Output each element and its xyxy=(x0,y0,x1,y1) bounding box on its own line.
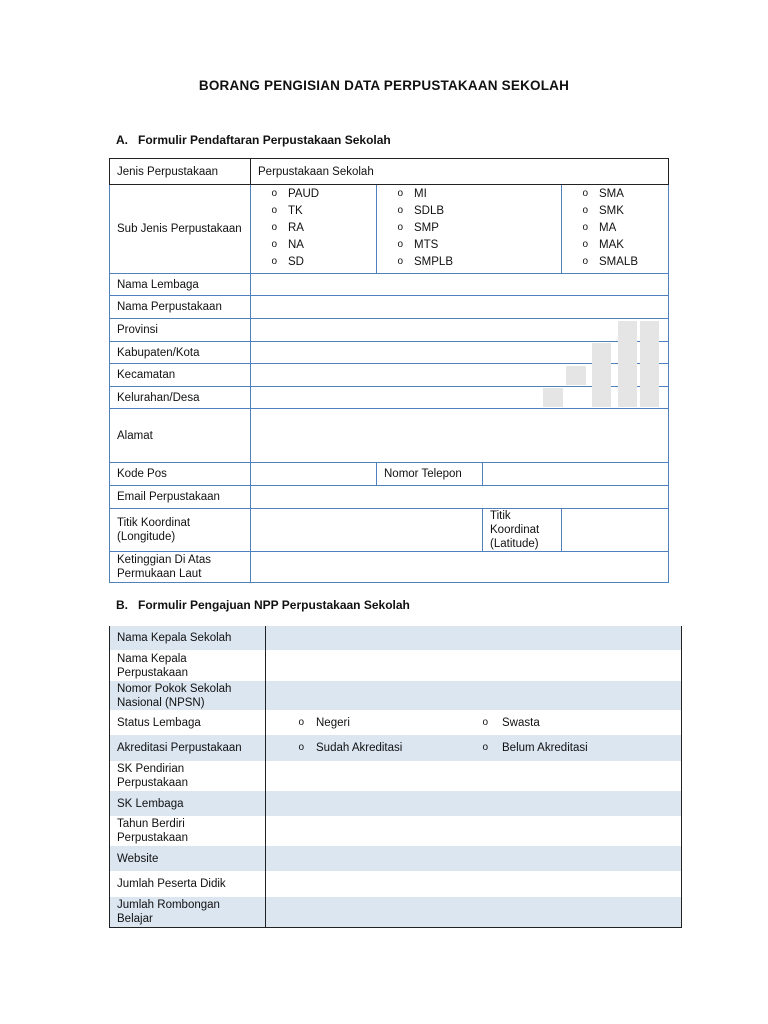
label-kelurahan: Kelurahan/Desa xyxy=(110,387,251,409)
radio-bullet: o xyxy=(397,205,403,217)
input-alamat[interactable] xyxy=(251,409,669,463)
input-peserta-didik[interactable] xyxy=(266,871,682,897)
label-status-lembaga: Status Lembaga xyxy=(110,710,266,735)
input-sk-pendirian[interactable] xyxy=(266,761,682,791)
gray-block xyxy=(640,321,659,407)
label-npsn: Nomor Pokok Sekolah Nasional (NPSN) xyxy=(110,681,266,710)
label-nama-lembaga: Nama Lembaga xyxy=(110,274,251,296)
radio-bullet: o xyxy=(397,255,403,267)
npp-form-table xyxy=(109,626,682,928)
option-smplb[interactable]: o SMPLB xyxy=(377,253,561,270)
input-nama-perpustakaan[interactable] xyxy=(251,296,669,319)
radio-bullet: o xyxy=(397,238,403,250)
option-sma[interactable]: o SMA xyxy=(562,186,668,203)
option-sd[interactable]: o SD xyxy=(251,253,376,270)
label-kode-pos: Kode Pos xyxy=(110,463,251,486)
page-title: BORANG PENGISIAN DATA PERPUSTAKAAN SEKOLAH xyxy=(198,78,570,93)
label-email: Email Perpustakaan xyxy=(110,486,251,509)
input-nama-lembaga[interactable] xyxy=(251,274,669,296)
label-sk-pendirian: SK Pendirian Perpustakaan xyxy=(110,761,266,791)
section-a-number: A. xyxy=(116,133,128,147)
option-smp[interactable]: o SMP xyxy=(377,220,561,237)
gray-block xyxy=(566,366,586,385)
label-website: Website xyxy=(110,846,266,871)
input-latitude[interactable] xyxy=(562,509,669,552)
label-peserta-didik: Jumlah Peserta Didik xyxy=(110,871,266,897)
option-negeri[interactable]: Negeri xyxy=(316,716,350,729)
label-akreditasi: Akreditasi Perpustakaan xyxy=(110,735,266,761)
radio-bullet[interactable]: o xyxy=(482,742,488,753)
label-jenis-perpustakaan: Jenis Perpustakaan xyxy=(110,159,251,185)
section-b-heading xyxy=(116,598,410,612)
option-ra[interactable]: o RA xyxy=(251,220,376,237)
input-email[interactable] xyxy=(251,486,669,509)
input-kode-pos[interactable] xyxy=(251,463,377,486)
radio-bullet: o xyxy=(271,221,277,233)
input-provinsi[interactable] xyxy=(251,319,669,342)
value-jenis-perpustakaan: Perpustakaan Sekolah xyxy=(251,159,669,185)
section-b-number: B. xyxy=(116,598,128,612)
input-nomor-telepon[interactable] xyxy=(483,463,669,486)
input-kepala-sekolah[interactable] xyxy=(266,626,682,650)
radio-bullet: o xyxy=(582,205,588,217)
option-mi[interactable]: o MI xyxy=(377,186,561,203)
radio-bullet: o xyxy=(397,188,403,200)
input-longitude[interactable] xyxy=(251,509,483,552)
input-rombongan-belajar[interactable] xyxy=(266,897,682,927)
label-kecamatan: Kecamatan xyxy=(110,364,251,387)
radio-bullet: o xyxy=(271,255,277,267)
radio-bullet: o xyxy=(271,238,277,250)
radio-bullet: o xyxy=(582,221,588,233)
option-ma[interactable]: o MA xyxy=(562,220,668,237)
option-belum-akreditasi[interactable]: Belum Akreditasi xyxy=(502,742,588,754)
label-sub-jenis: Sub Jenis Perpustakaan xyxy=(110,185,251,274)
option-swasta[interactable]: Swasta xyxy=(502,716,540,729)
label-kepala-sekolah: Nama Kepala Sekolah xyxy=(110,626,266,650)
gray-block xyxy=(543,388,563,407)
sub-jenis-group-2 xyxy=(377,185,562,274)
radio-bullet: o xyxy=(397,221,403,233)
sub-jenis-group-3 xyxy=(562,185,669,274)
gray-block xyxy=(592,343,611,407)
input-sk-lembaga[interactable] xyxy=(266,791,682,816)
input-npsn[interactable] xyxy=(266,681,682,710)
label-nomor-telepon: Nomor Telepon xyxy=(377,463,483,486)
radio-bullet: o xyxy=(271,188,277,200)
label-nama-perpustakaan: Nama Perpustakaan xyxy=(110,296,251,319)
section-a-title: Formulir Pendaftaran Perpustakaan Sekolah xyxy=(138,133,391,147)
label-tahun-berdiri: Tahun Berdiri Perpustakaan xyxy=(110,816,266,846)
option-paud[interactable]: o PAUD xyxy=(251,186,376,203)
radio-bullet[interactable]: o xyxy=(298,742,304,753)
label-alamat: Alamat xyxy=(110,409,251,463)
radio-bullet[interactable]: o xyxy=(298,716,304,728)
input-website[interactable] xyxy=(266,846,682,871)
label-longitude: Titik Koordinat (Longitude) xyxy=(110,509,251,552)
radio-bullet: o xyxy=(582,255,588,267)
radio-bullet: o xyxy=(271,205,277,217)
input-ketinggian[interactable] xyxy=(251,552,669,583)
radio-bullet: o xyxy=(582,188,588,200)
option-mts[interactable]: o MTS xyxy=(377,236,561,253)
option-sudah-akreditasi[interactable]: Sudah Akreditasi xyxy=(316,742,403,754)
section-a-heading xyxy=(116,133,391,147)
label-rombongan-belajar: Jumlah Rombongan Belajar xyxy=(110,897,266,927)
label-sk-lembaga: SK Lembaga xyxy=(110,791,266,816)
label-provinsi: Provinsi xyxy=(110,319,251,342)
sub-jenis-group-1 xyxy=(251,185,377,274)
option-na[interactable]: o NA xyxy=(251,236,376,253)
radio-bullet: o xyxy=(582,238,588,250)
label-ketinggian: Ketinggian Di Atas Permukaan Laut xyxy=(110,552,251,583)
status-lembaga-options xyxy=(266,710,682,735)
label-latitude: Titik Koordinat (Latitude) xyxy=(483,509,562,552)
input-kepala-perpustakaan[interactable] xyxy=(266,650,682,681)
gray-block xyxy=(618,321,637,407)
section-b-title: Formulir Pengajuan NPP Perpustakaan Sekolah xyxy=(138,598,410,612)
option-mak[interactable]: o MAK xyxy=(562,236,668,253)
radio-bullet[interactable]: o xyxy=(482,716,488,728)
option-tk[interactable]: o TK xyxy=(251,203,376,220)
akreditasi-options xyxy=(266,735,682,761)
option-smalb[interactable]: o SMALB xyxy=(562,253,668,270)
option-sdlb[interactable]: o SDLB xyxy=(377,203,561,220)
option-smk[interactable]: o SMK xyxy=(562,203,668,220)
label-kabupaten: Kabupaten/Kota xyxy=(110,342,251,364)
label-kepala-perpustakaan: Nama Kepala Perpustakaan xyxy=(110,650,266,681)
input-tahun-berdiri[interactable] xyxy=(266,816,682,846)
